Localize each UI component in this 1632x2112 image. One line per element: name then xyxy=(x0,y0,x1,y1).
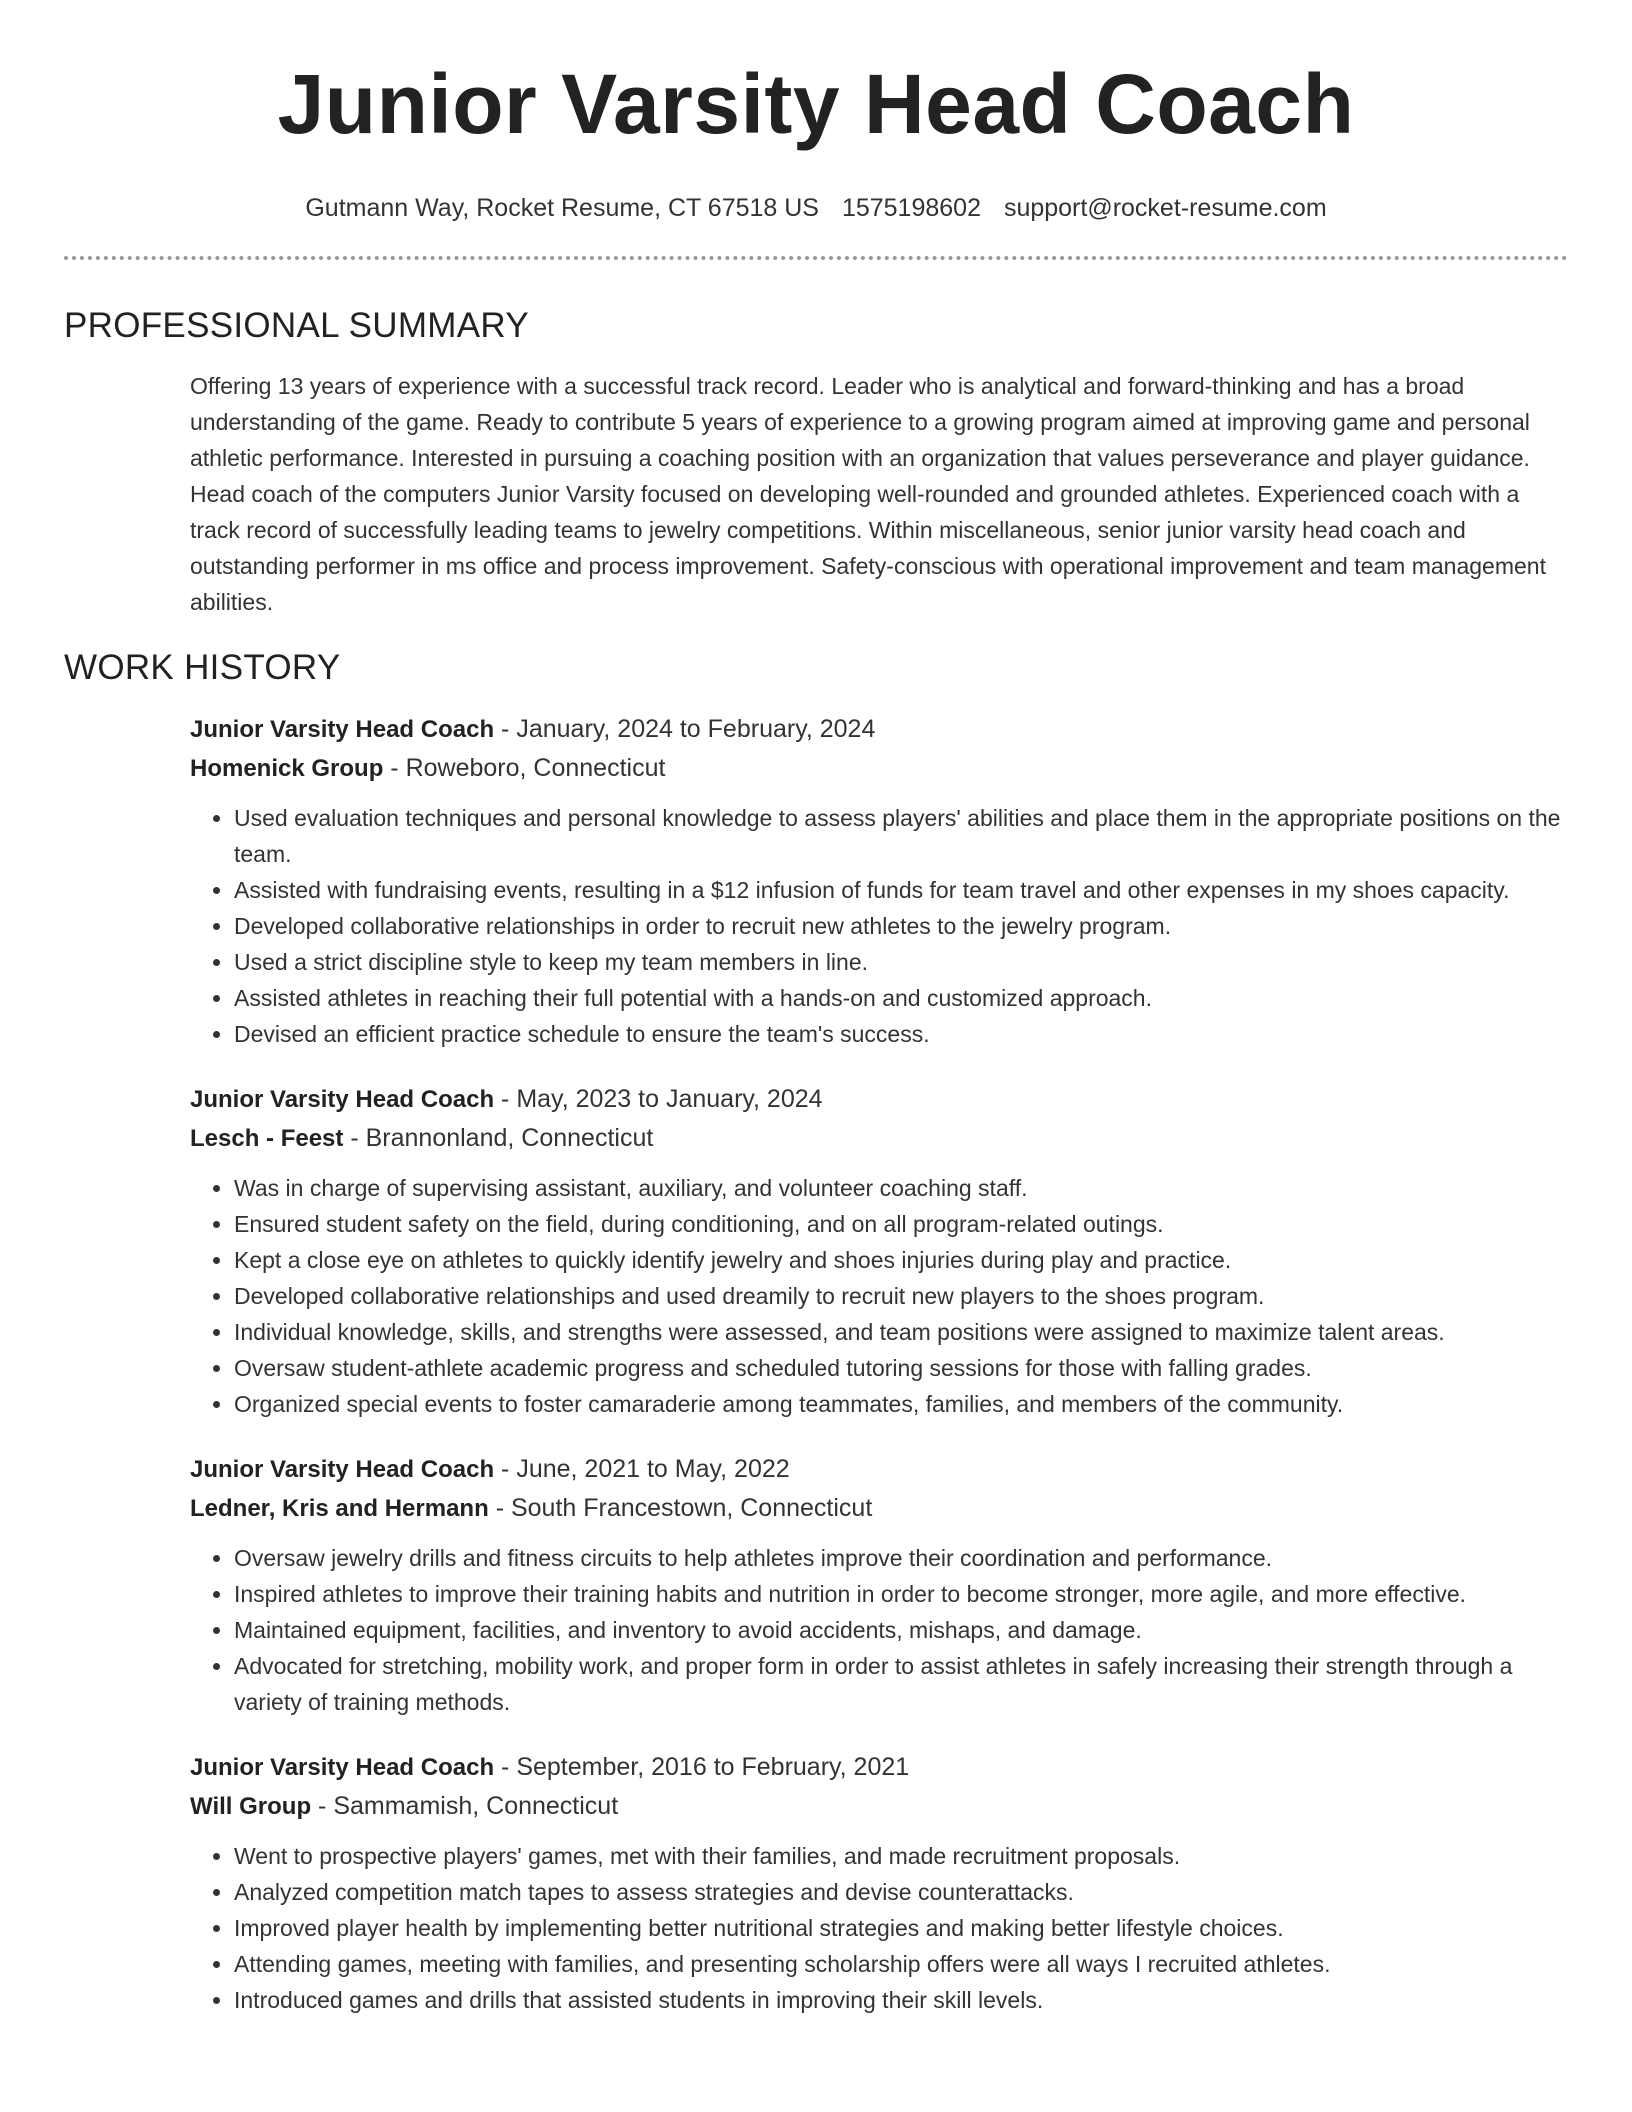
list-item: • Oversaw jewelry drills and fitness circuits to help athletes improve their coordination and performance. xyxy=(234,1540,1568,1576)
job-company-line xyxy=(190,749,1568,788)
job-entry xyxy=(190,1748,1568,2018)
job-dates: - June, 2021 to May, 2022 xyxy=(494,1455,790,1483)
list-item: • Was in charge of supervising assistant, auxiliary, and volunteer coaching staff. xyxy=(234,1170,1568,1206)
job-company-line xyxy=(190,1787,1568,1826)
job-company: Lesch - Feest xyxy=(190,1125,344,1152)
contact-address: Gutmann Way, Rocket Resume, CT 67518 US xyxy=(305,194,819,222)
work-history-section xyxy=(64,646,1568,2018)
job-role: Junior Varsity Head Coach xyxy=(190,716,495,743)
list-item: • Devised an efficient practice schedule to ensure the team's success. xyxy=(234,1016,1568,1052)
list-item: • Assisted athletes in reaching their full potential with a hands-on and customized approach. xyxy=(234,980,1568,1016)
section-title-work-history: WORK HISTORY xyxy=(64,648,341,687)
resume-page xyxy=(64,0,1568,2018)
job-location: - Roweboro, Connecticut xyxy=(383,754,666,782)
contact-phone: 1575198602 xyxy=(841,194,981,222)
job-dates: - January, 2024 to February, 2024 xyxy=(494,715,876,743)
job-entry xyxy=(190,710,1568,1052)
contact-email: support@rocket-resume.com xyxy=(1003,194,1327,222)
list-item: • Developed collaborative relationships and used dreamily to recruit new players to the shoes program. xyxy=(234,1278,1568,1314)
section-title-summary: PROFESSIONAL SUMMARY xyxy=(64,306,529,345)
job-entry xyxy=(190,1450,1568,1720)
job-location: - South Francestown, Connecticut xyxy=(488,1494,873,1522)
job-company: Ledner, Kris and Hermann xyxy=(190,1495,489,1522)
list-item: • Advocated for stretching, mobility work, and proper form in order to assist athletes in safely increasing their strength through a variety of training methods. xyxy=(234,1648,1568,1720)
list-item: • Went to prospective players' games, met with their families, and made recruitment proposals. xyxy=(234,1838,1568,1874)
list-item: • Improved player health by implementing better nutritional strategies and making better lifestyle choices. xyxy=(234,1910,1568,1946)
job-role: Junior Varsity Head Coach xyxy=(190,1086,495,1113)
list-item: • Ensured student safety on the field, during conditioning, and on all program-related outings. xyxy=(234,1206,1568,1242)
job-dates: - May, 2023 to January, 2024 xyxy=(494,1085,823,1113)
list-item: • Developed collaborative relationships in order to recruit new athletes to the jewelry program. xyxy=(234,908,1568,944)
job-bullets xyxy=(190,800,1568,1052)
job-title-line xyxy=(190,710,1568,749)
contact-line xyxy=(64,192,1568,224)
job-bullets xyxy=(190,1540,1568,1720)
list-item: • Inspired athletes to improve their training habits and nutrition in order to become stronger, more agile, and more effective. xyxy=(234,1576,1568,1612)
list-item: • Organized special events to foster camaraderie among teammates, families, and members of the community. xyxy=(234,1386,1568,1422)
job-company-line xyxy=(190,1119,1568,1158)
job-title-line xyxy=(190,1450,1568,1489)
job-company: Homenick Group xyxy=(190,755,384,782)
job-title-line xyxy=(190,1748,1568,1787)
jobs-list xyxy=(190,710,1568,2018)
job-bullets xyxy=(190,1170,1568,1422)
resume-name: Junior Varsity Head Coach xyxy=(277,57,1355,151)
list-item: • Individual knowledge, skills, and strengths were assessed, and team positions were assigned to maximize talent areas. xyxy=(234,1314,1568,1350)
list-item: • Used evaluation techniques and personal knowledge to assess players' abilities and place them in the appropriate positions on the team. xyxy=(234,800,1568,872)
header-divider xyxy=(64,256,1568,260)
professional-summary-section xyxy=(64,304,1568,620)
job-bullets xyxy=(190,1838,1568,2018)
list-item: • Assisted with fundraising events, resulting in a $12 infusion of funds for team travel and other expenses in my shoes capacity. xyxy=(234,872,1568,908)
list-item: • Attending games, meeting with families, and presenting scholarship offers were all ways I recruited athletes. xyxy=(234,1946,1568,1982)
job-company-line xyxy=(190,1489,1568,1528)
job-company: Will Group xyxy=(190,1793,312,1820)
job-location: - Sammamish, Connecticut xyxy=(311,1792,619,1820)
job-role: Junior Varsity Head Coach xyxy=(190,1456,495,1483)
list-item: • Maintained equipment, facilities, and inventory to avoid accidents, mishaps, and damage. xyxy=(234,1612,1568,1648)
job-location: - Brannonland, Connecticut xyxy=(343,1124,654,1152)
list-item: • Kept a close eye on athletes to quickly identify jewelry and shoes injuries during play and practice. xyxy=(234,1242,1568,1278)
list-item: • Analyzed competition match tapes to assess strategies and devise counterattacks. xyxy=(234,1874,1568,1910)
job-entry xyxy=(190,1080,1568,1422)
list-item: • Oversaw student-athlete academic progress and scheduled tutoring sessions for those with falling grades. xyxy=(234,1350,1568,1386)
job-dates: - September, 2016 to February, 2021 xyxy=(494,1753,910,1781)
job-role: Junior Varsity Head Coach xyxy=(190,1754,495,1781)
job-title-line xyxy=(190,1080,1568,1119)
list-item: • Introduced games and drills that assisted students in improving their skill levels. xyxy=(234,1982,1568,2018)
list-item: • Used a strict discipline style to keep my team members in line. xyxy=(234,944,1568,980)
summary-text: Offering 13 years of experience with a successful track record. Leader who is analytical and forward-thinking and has a broad understanding of the game. Ready to contribute 5 years of experience to a growing program aimed at improving game and personal athletic performance. Interested in pursuing a coaching position with an organization that values perseverance and player guidance. Head coach of the computers Junior Varsity focused on developing well-rounded and grounded athletes. Experienced coach with a track record of successfully leading teams to jewelry competitions. Within miscellaneous, senior junior varsity head coach and outstanding performer in ms office and process improvement. Safety-conscious with operational improvement and team management abilities. xyxy=(190,373,1546,615)
